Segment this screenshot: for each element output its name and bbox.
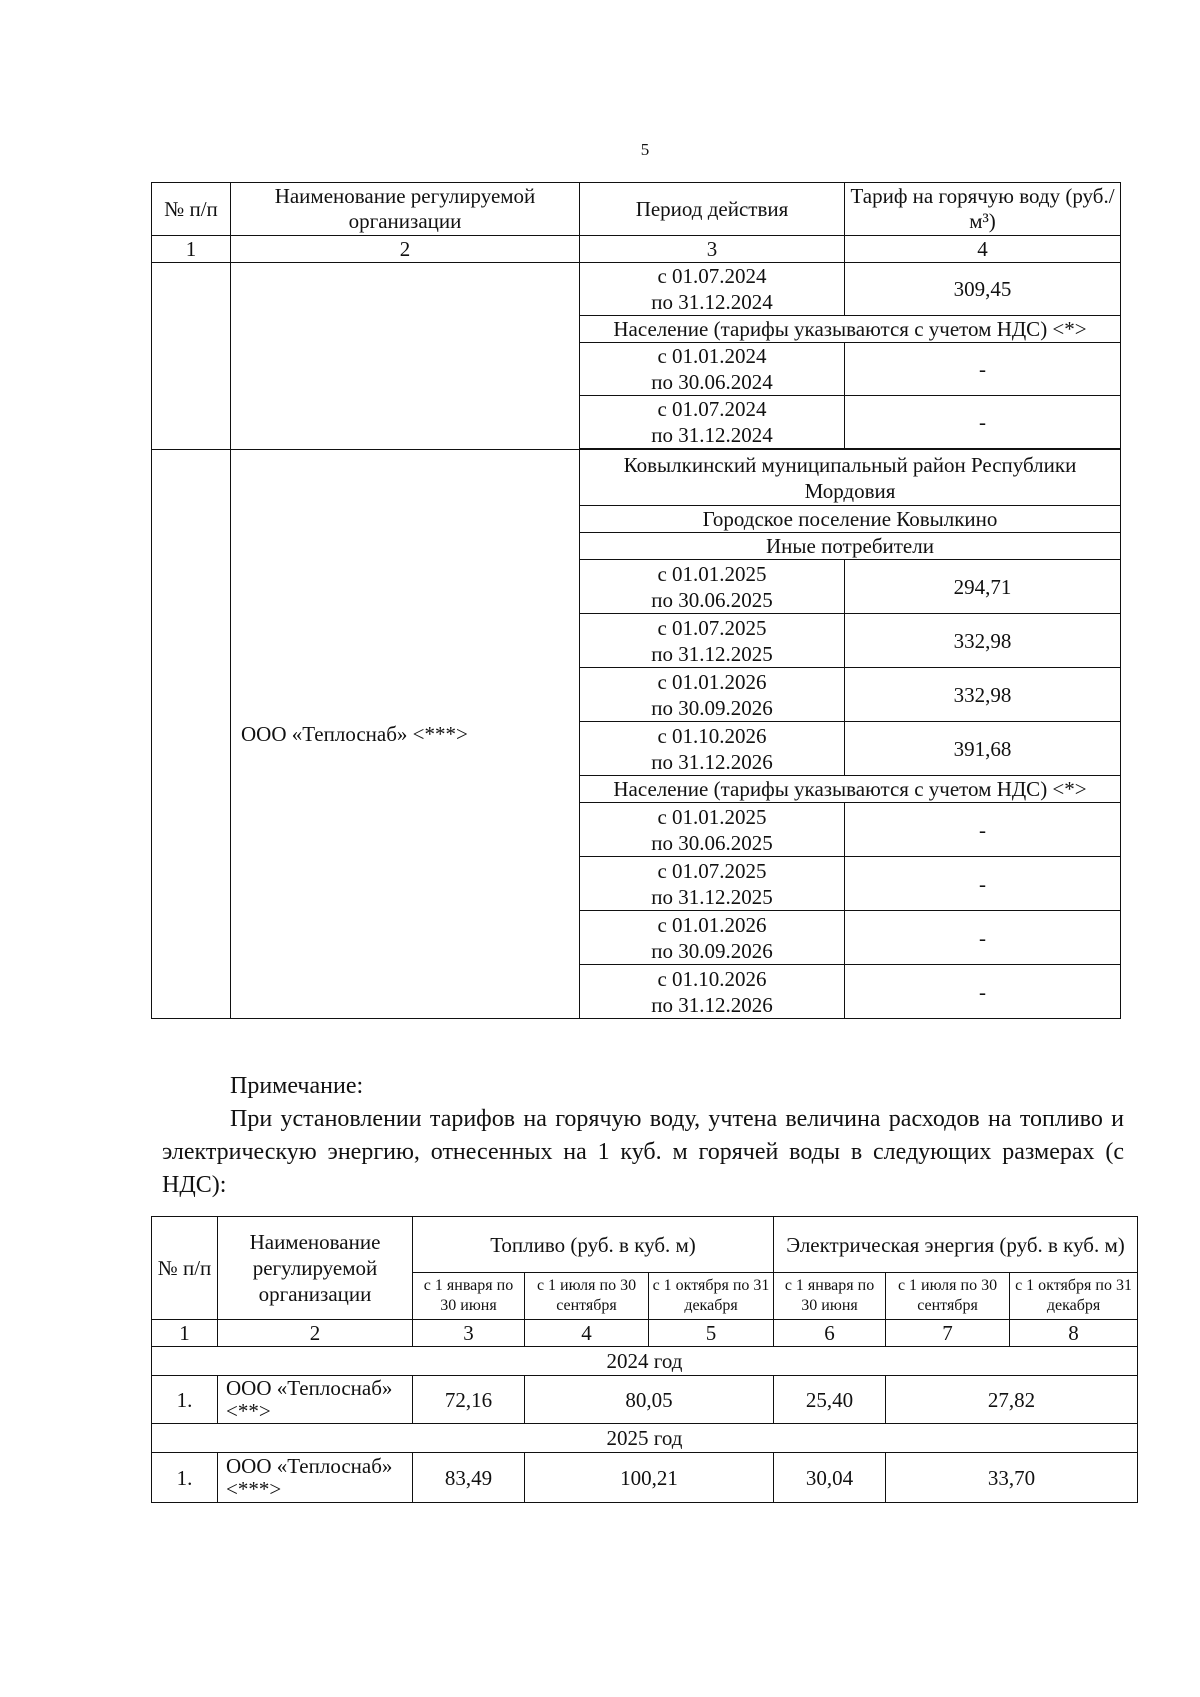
- period-cell: с 01.07.2024 по 31.12.2024: [580, 396, 845, 449]
- period-cell: с 01.01.2026 по 30.09.2026: [580, 911, 845, 965]
- fuel-electricity-table: [151, 1216, 1138, 1503]
- period-cell: с 01.01.2026 по 30.09.2026: [580, 668, 845, 722]
- organization-name: ООО «Теплоснаб» <***>: [231, 450, 580, 1019]
- header-electricity: Электрическая энергия (руб. в куб. м): [774, 1217, 1138, 1273]
- period-cell: с 01.07.2024 по 31.12.2024: [580, 263, 845, 316]
- period-cell: с 01.01.2024 по 30.06.2024: [580, 343, 845, 396]
- col-number: 2: [231, 236, 580, 263]
- col-number: 2: [218, 1320, 413, 1347]
- header-tariff: Тариф на горячую воду (руб./м³): [845, 183, 1121, 236]
- tariff-value: -: [845, 396, 1121, 449]
- tariff-value: 294,71: [845, 560, 1121, 614]
- note-title: Примечание:: [230, 1073, 364, 1099]
- num-cell-empty: [152, 450, 231, 1019]
- hot-water-tariff-table: [151, 182, 1121, 1019]
- district-label: Ковылкинский муниципальный район Республики Мордовия: [580, 450, 1121, 506]
- header-period: Период действия: [580, 183, 845, 236]
- header-num: № п/п: [152, 183, 231, 236]
- period-cell: с 01.01.2025 по 30.06.2025: [580, 560, 845, 614]
- header-fuel-period: с 1 июля по 30 сентября: [525, 1273, 649, 1320]
- col-number: 4: [525, 1320, 649, 1347]
- period-cell: с 01.10.2026 по 31.12.2026: [580, 965, 845, 1019]
- page-number: 5: [640, 140, 650, 159]
- electricity-value: 27,82: [886, 1376, 1138, 1424]
- header-org: Наименование регулируемой организации: [218, 1217, 413, 1320]
- col-number: 6: [774, 1320, 886, 1347]
- org-cell-empty: [231, 263, 580, 450]
- header-electricity-period: с 1 октября по 31 декабря: [1010, 1273, 1138, 1320]
- tariff-value: -: [845, 343, 1121, 396]
- row-org: ООО «Теплоснаб» <**>: [218, 1376, 413, 1424]
- header-fuel-period: с 1 января по 30 июня: [413, 1273, 525, 1320]
- population-label: Население (тарифы указываются с учетом НДС) <*>: [580, 316, 1121, 343]
- electricity-value: 25,40: [774, 1376, 886, 1424]
- tariff-value: -: [845, 911, 1121, 965]
- col-number: 1: [152, 1320, 218, 1347]
- tariff-value: -: [845, 803, 1121, 857]
- fuel-value: 100,21: [525, 1453, 774, 1503]
- col-number: 1: [152, 236, 231, 263]
- header-fuel: Топливо (руб. в куб. м): [413, 1217, 774, 1273]
- row-num: 1.: [152, 1453, 218, 1503]
- year-label: 2024 год: [152, 1347, 1138, 1376]
- tariff-value: -: [845, 857, 1121, 911]
- row-org: ООО «Теплоснаб» <***>: [218, 1453, 413, 1503]
- population-label: Население (тарифы указываются с учетом НДС) <*>: [580, 776, 1121, 803]
- period-cell: с 01.01.2025 по 30.06.2025: [580, 803, 845, 857]
- other-consumers-label: Иные потребители: [580, 533, 1121, 560]
- header-org: Наименование регулируемой организации: [231, 183, 580, 236]
- row-num: 1.: [152, 1376, 218, 1424]
- col-number: 5: [649, 1320, 774, 1347]
- header-fuel-period: с 1 октября по 31 декабря: [649, 1273, 774, 1320]
- electricity-value: 30,04: [774, 1453, 886, 1503]
- fuel-value: 83,49: [413, 1453, 525, 1503]
- settlement-label: Городское поселение Ковылкино: [580, 506, 1121, 533]
- tariff-value: 309,45: [845, 263, 1121, 316]
- note-text: При установлении тарифов на горячую воду, учтена величина расходов на топливо и электрическую энергию, отнесенных на 1 куб. м горячей воды в следующих размерах (с НДС):: [162, 1106, 1124, 1198]
- col-number: 3: [580, 236, 845, 263]
- tariff-value: -: [845, 965, 1121, 1019]
- period-cell: с 01.07.2025 по 31.12.2025: [580, 857, 845, 911]
- num-cell-empty: [152, 263, 231, 450]
- electricity-value: 33,70: [886, 1453, 1138, 1503]
- year-label: 2025 год: [152, 1424, 1138, 1453]
- tariff-value: 332,98: [845, 668, 1121, 722]
- period-cell: с 01.10.2026 по 31.12.2026: [580, 722, 845, 776]
- col-number: 4: [845, 236, 1121, 263]
- tariff-value: 391,68: [845, 722, 1121, 776]
- fuel-value: 72,16: [413, 1376, 525, 1424]
- tariff-value: 332,98: [845, 614, 1121, 668]
- col-number: 8: [1010, 1320, 1138, 1347]
- header-electricity-period: с 1 января по 30 июня: [774, 1273, 886, 1320]
- col-number: 3: [413, 1320, 525, 1347]
- fuel-value: 80,05: [525, 1376, 774, 1424]
- header-electricity-period: с 1 июля по 30 сентября: [886, 1273, 1010, 1320]
- period-cell: с 01.07.2025 по 31.12.2025: [580, 614, 845, 668]
- header-num: № п/п: [152, 1217, 218, 1320]
- col-number: 7: [886, 1320, 1010, 1347]
